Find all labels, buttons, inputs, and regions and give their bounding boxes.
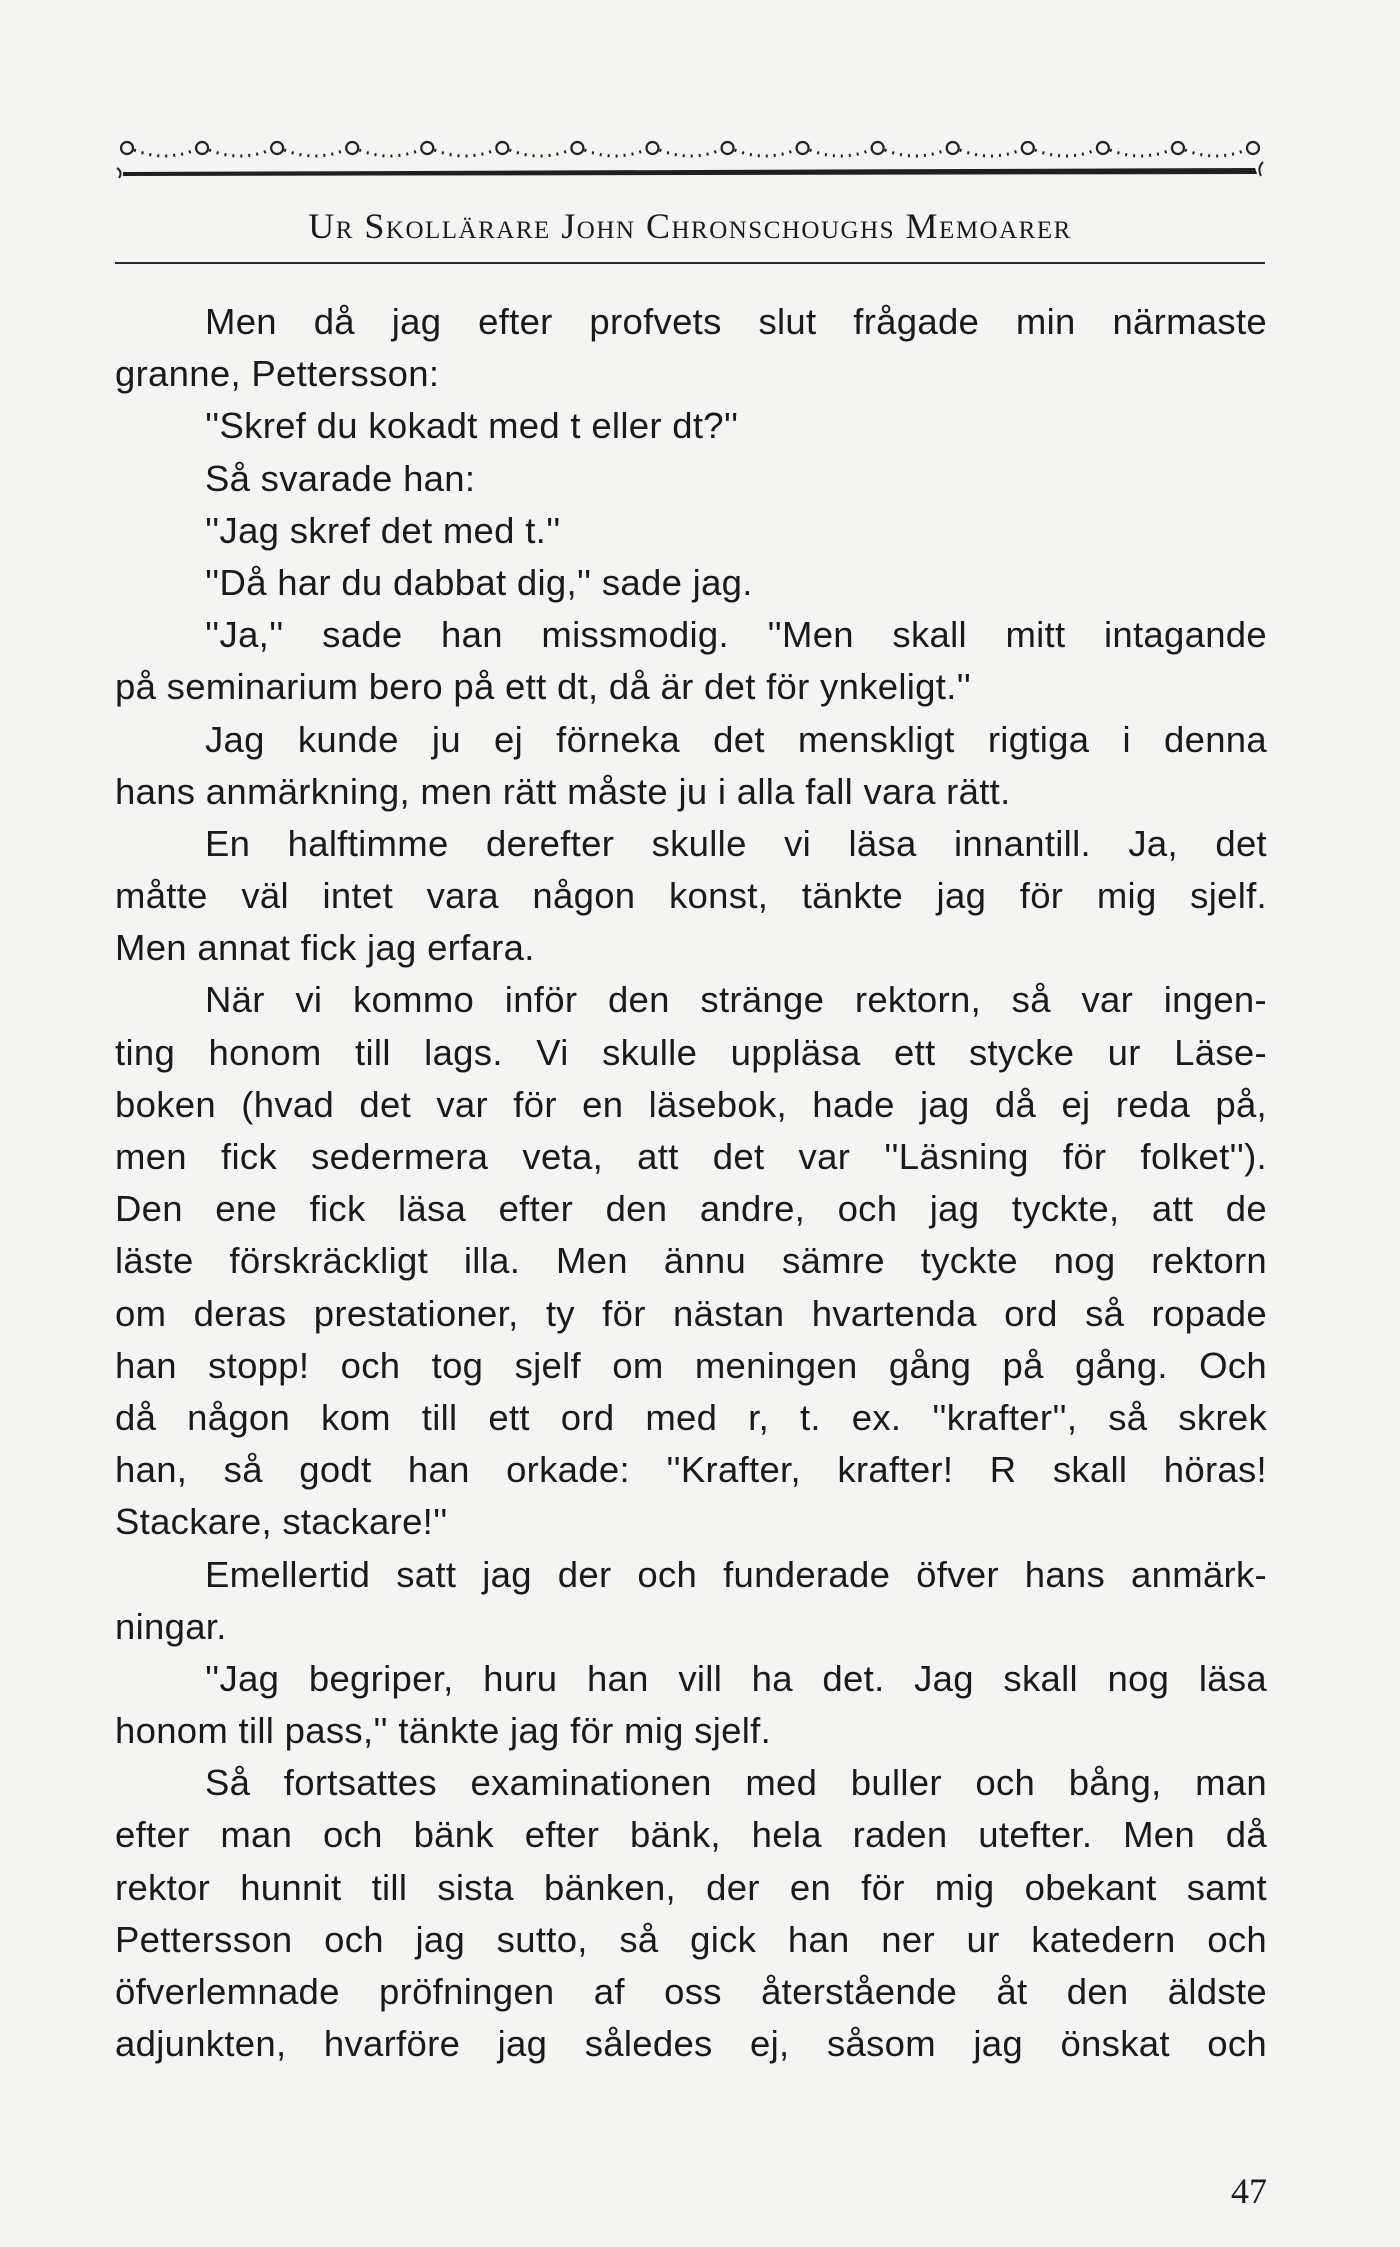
text-line: han, så godt han orkade: ''Krafter, krafter! R skall höras! [115, 1449, 1267, 1491]
text-line: ''Jag begriper, huru han vill ha det. Jag skall nog läsa [205, 1657, 1267, 1699]
ornament-swag [134, 150, 195, 156]
text-line: Så svarade han: [205, 457, 476, 499]
text-line: efter man och bänk efter bänk, hela raden utefter. Men då [115, 1814, 1267, 1856]
text-line: ''Ja,'' sade han missmodig. ''Men skall mitt intagande [205, 614, 1267, 656]
text-line: om deras prestationer, ty för nästan hvartenda ord så ropade [115, 1292, 1267, 1334]
ornament-ring [646, 142, 658, 154]
text-line: En halftimme derefter skulle vi läsa innantill. Ja, det [205, 822, 1267, 864]
text-line: måtte väl intet vara någon konst, tänkte jag för mig sjelf. [115, 875, 1267, 917]
text-line: rektor hunnit till sista bänken, der en för mig obekant samt [115, 1866, 1267, 1908]
ornament-ring [872, 142, 884, 154]
ornament-swag [810, 150, 871, 156]
ornament-swag [284, 150, 345, 156]
text-line: ''Jag skref det med t.'' [205, 509, 561, 551]
ornament-ring [121, 142, 133, 154]
text-line: När vi kommo inför den stränge rektorn, så var ingen- [205, 979, 1267, 1021]
body-text [115, 296, 1267, 2070]
text-line: hans anmärkning, men rätt måste ju i alla fall vara rätt. [115, 770, 1011, 812]
text-line: men fick sedermera veta, att det var ''Läsning för folket''). [115, 1136, 1267, 1177]
ornament-ring [797, 142, 809, 154]
running-head-rule [115, 262, 1265, 264]
text-line: Pettersson och jag sutto, så gick han ner ur katedern och [115, 1918, 1267, 1960]
text-line: Den ene fick läsa efter den andre, och jag tyckte, att de [115, 1188, 1267, 1230]
text-line: öfverlemnade pröfningen af oss återstående åt den äldste [115, 1971, 1267, 2012]
text-line: honom till pass,'' tänkte jag för mig sjelf. [115, 1710, 772, 1752]
ornament-ring [421, 142, 433, 154]
ornament-swag [584, 150, 645, 156]
text-line: Emellertid satt jag der och funderade öfver hans anmärk- [205, 1553, 1267, 1595]
ornament-ring [1172, 142, 1184, 154]
ornament-swag [885, 150, 946, 156]
text-line: ting honom till lags. Vi skulle uppläsa ett stycke ur Läse- [115, 1031, 1267, 1073]
ornament-ring [1097, 142, 1109, 154]
ornament-ring [346, 142, 358, 154]
ornament-ring [496, 142, 508, 154]
ornament-swag [509, 150, 570, 156]
ornament-swag [960, 150, 1021, 156]
ornament-ring [571, 142, 583, 154]
text-line: Jag kunde ju ej förneka det menskligt rigtiga i denna [205, 718, 1267, 760]
ornament-swag [434, 150, 495, 156]
text-line: ''Då har du dabbat dig,'' sade jag. [205, 561, 753, 603]
ornament-swag [1035, 150, 1096, 156]
text-line: ''Skref du kokadt med t eller dt?'' [205, 405, 739, 447]
page-number: 47 [1231, 2171, 1267, 2211]
text-line: läste förskräckligt illa. Men ännu sämre tyckte nog rektorn [115, 1240, 1267, 1282]
text-line: då någon kom till ett ord med r, t. ex. ''krafter'', så skrek [115, 1396, 1267, 1438]
ornament-ring [1247, 142, 1259, 154]
ornament-ring [271, 142, 283, 154]
ornament-swag [359, 150, 420, 156]
text-line: på seminarium bero på ett dt, då är det för ynkeligt.'' [115, 666, 972, 708]
text-line: Men då jag efter profvets slut frågade min närmaste [205, 301, 1267, 342]
running-head: Ur Skollärare John Chronschoughs Memoarer [308, 206, 1072, 246]
text-line: Så fortsattes examinationen med buller och bång, man [205, 1762, 1267, 1804]
text-line: ningar. [115, 1605, 227, 1647]
ornament-swag [735, 150, 796, 156]
text-line: boken (hvad det var för en läsebok, hade jag då ej reda på, [115, 1083, 1267, 1125]
text-line: han stopp! och tog sjelf om meningen gång på gång. Och [115, 1344, 1267, 1386]
text-line: adjunkten, hvarföre jag således ej, såsom jag önskat och [115, 2023, 1267, 2065]
ornament-ring [196, 142, 208, 154]
ornament-ring [947, 142, 959, 154]
text-line: Stackare, stackare!'' [115, 1501, 448, 1543]
text-line: granne, Pettersson: [115, 353, 440, 395]
ornament-swag [1110, 150, 1171, 156]
ornament-swag [209, 150, 270, 156]
ornament-ring [722, 142, 734, 154]
ornament-swag [659, 150, 720, 156]
text-line: Men annat fick jag erfara. [115, 927, 535, 969]
ornament-ring [1022, 142, 1034, 154]
ornament-swag [1185, 150, 1246, 156]
header-ornament [115, 128, 1265, 180]
